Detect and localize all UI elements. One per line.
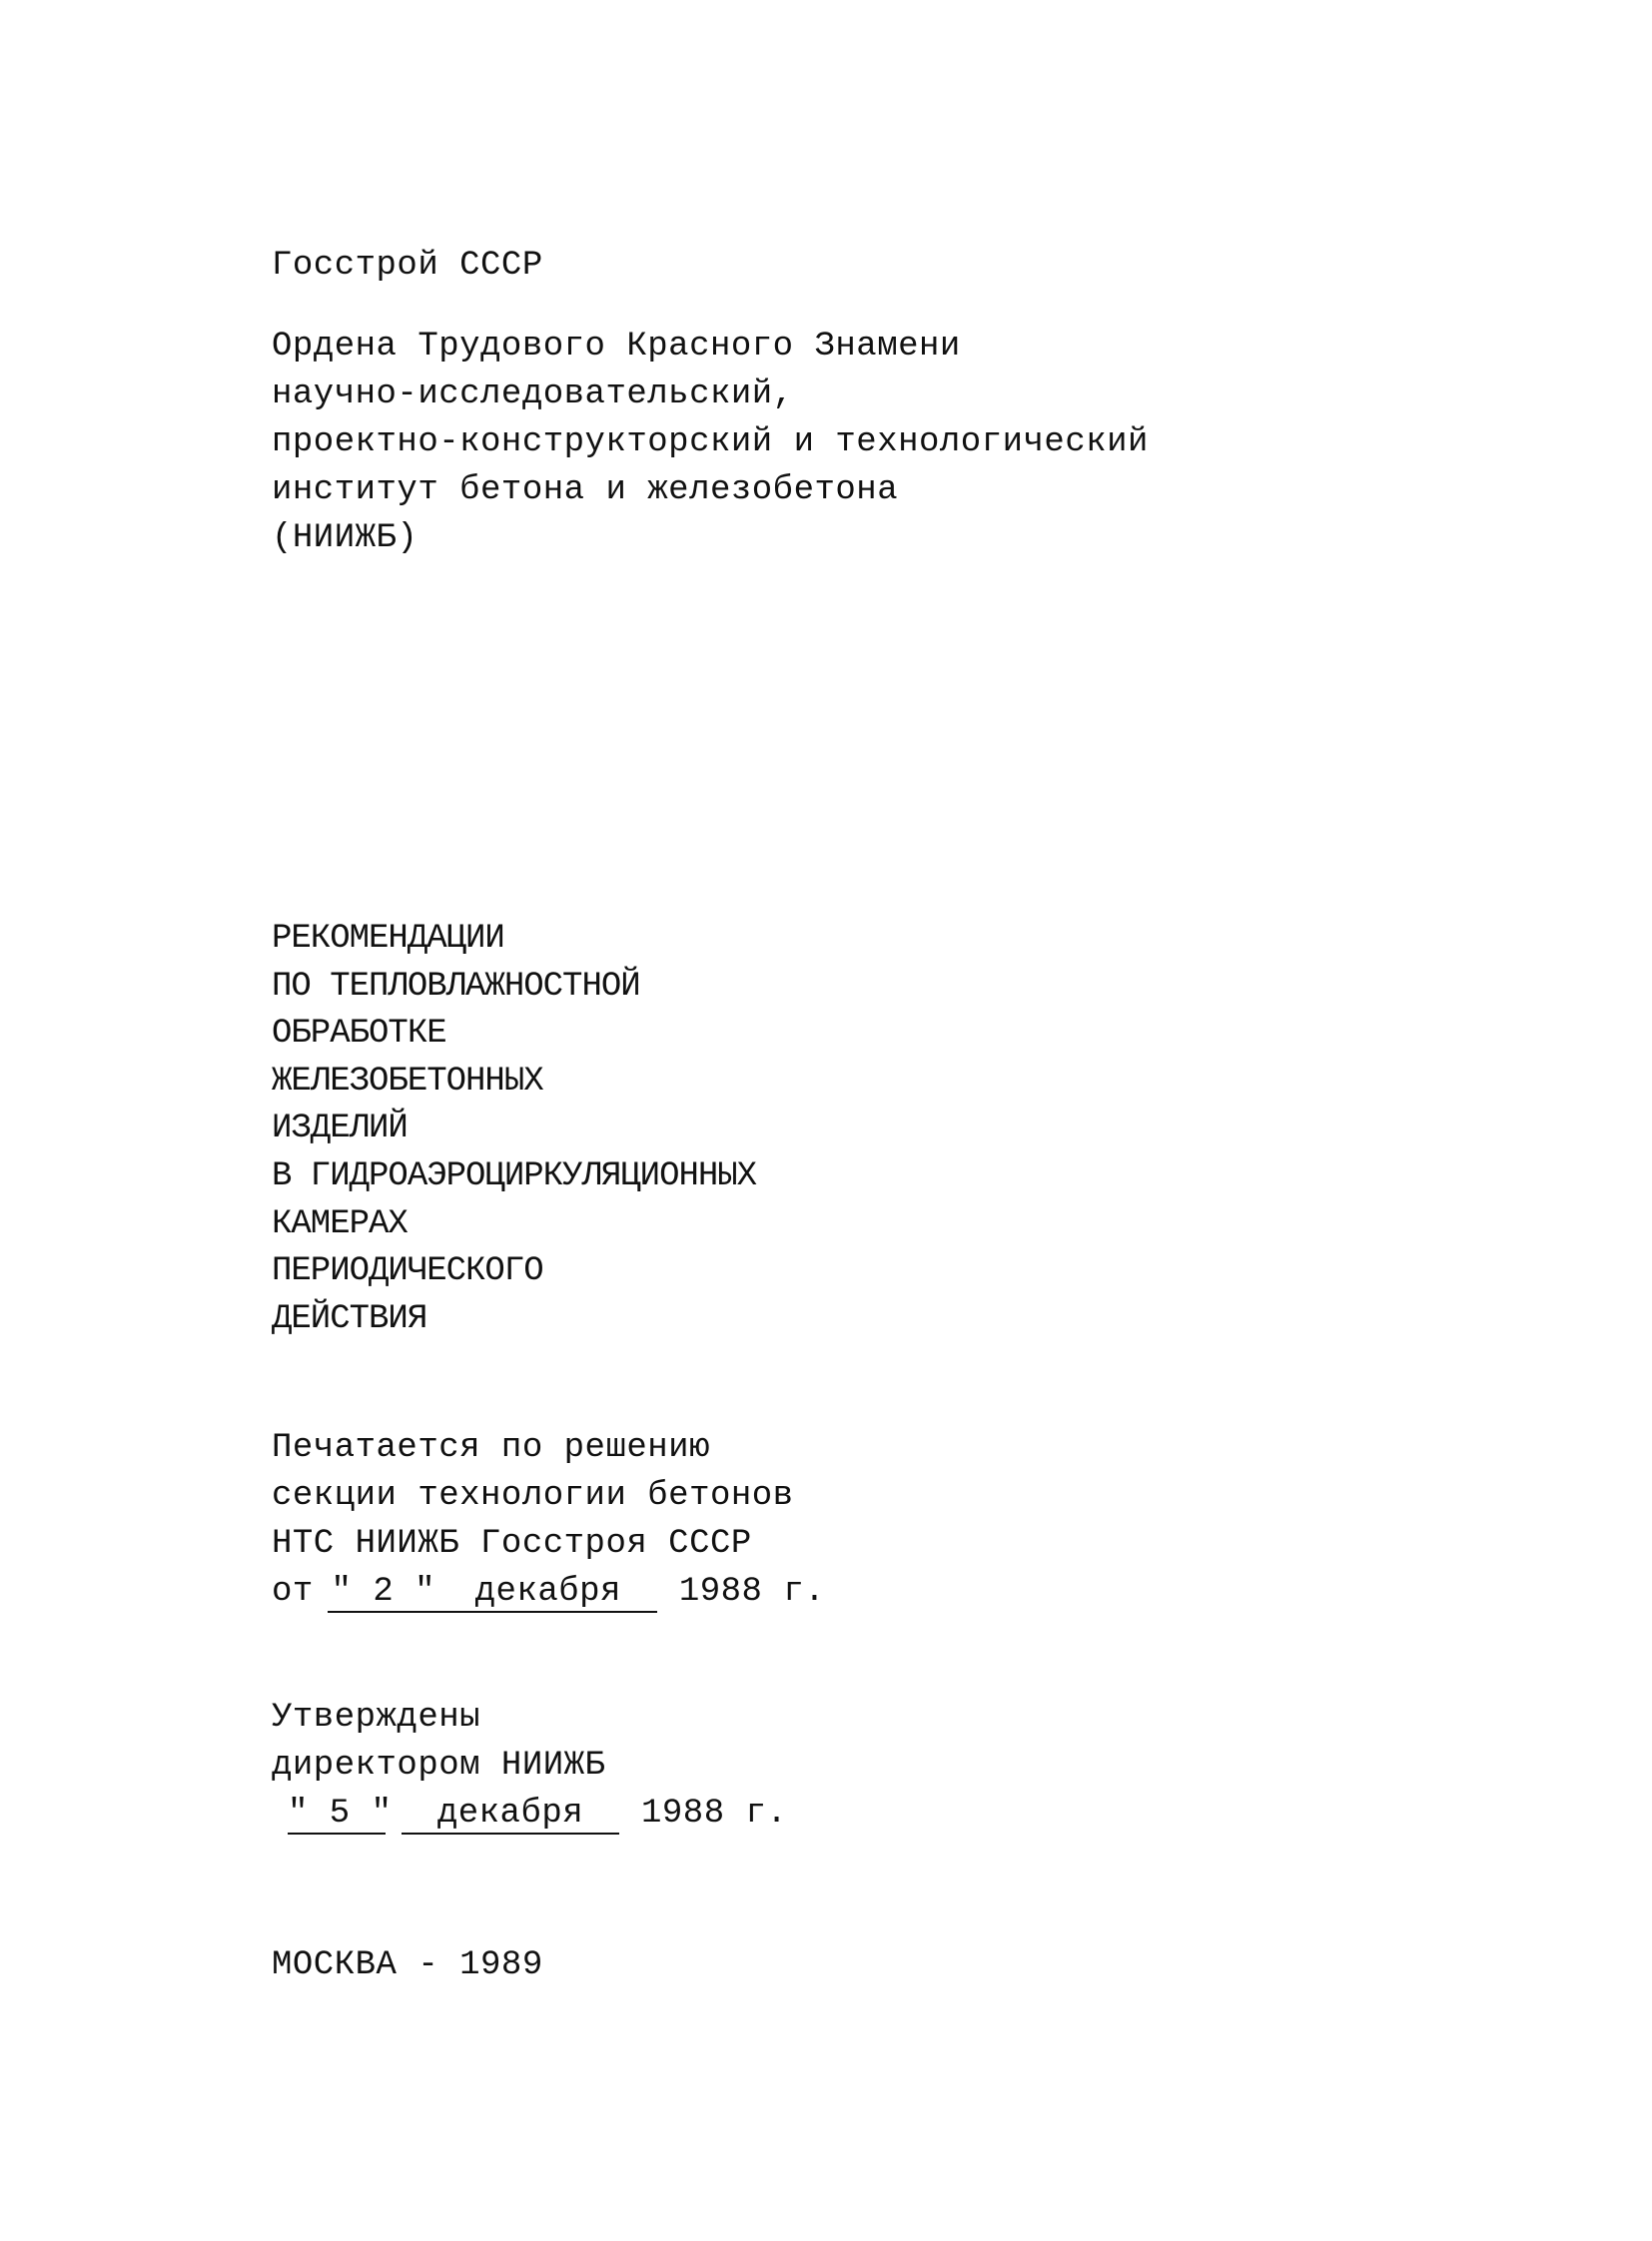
institute-line: Ордена Трудового Красного Знамени <box>272 328 961 366</box>
institute-block <box>272 323 1149 562</box>
approval-date <box>272 1790 787 1838</box>
approval-day-field: " 5 " <box>288 1795 393 1833</box>
print-decision-block <box>272 1424 825 1616</box>
date-month-field: декабря <box>439 1573 657 1613</box>
city-year-block <box>272 1941 543 1989</box>
title-line: ИЗДЕЛИЙ <box>272 1110 408 1148</box>
title-line: КАМЕРАХ <box>272 1204 408 1243</box>
date-day-field: " 2 " <box>328 1573 439 1613</box>
print-decision-line: Печатается по решению <box>272 1429 710 1467</box>
institute-line: научно-исследовательский, <box>272 375 794 413</box>
title-line: В ГИДРОАЭРОЦИРКУЛЯЦИОННЫХ <box>272 1156 757 1195</box>
title-line: ПЕРИОДИЧЕСКОГО <box>272 1252 543 1291</box>
institute-abbreviation: (НИИЖБ) <box>272 519 418 557</box>
agency-name: Госстрой СССР <box>272 247 543 285</box>
print-decision-date <box>272 1568 825 1616</box>
approval-month-field: декабря <box>402 1795 619 1835</box>
institute-line: проектно-конструкторский и технологический <box>272 423 1149 461</box>
date-prefix: от <box>272 1573 314 1611</box>
title-line: ПО ТЕПЛОВЛАЖНОСТНОЙ <box>272 967 640 1006</box>
approval-line: директором НИИЖБ <box>272 1747 606 1785</box>
title-line: РЕКОМЕНДАЦИИ <box>272 920 504 958</box>
print-decision-line: НТС НИИЖБ Госстроя СССР <box>272 1525 752 1563</box>
city-year: МОСКВА - 1989 <box>272 1946 543 1984</box>
institute-line: институт бетона и железобетона <box>272 471 899 509</box>
title-line: ОБРАБОТКЕ <box>272 1015 446 1054</box>
title-line: ЖЕЛЕЗОБЕТОННЫХ <box>272 1062 543 1101</box>
print-decision-line: секции технологии бетонов <box>272 1477 794 1515</box>
document-title <box>272 916 756 1343</box>
approval-year: 1988 г. <box>641 1795 788 1833</box>
agency-heading <box>272 242 543 290</box>
title-line: ДЕЙСТВИЯ <box>272 1299 427 1338</box>
approval-line: Утверждены <box>272 1699 481 1737</box>
approval-block <box>272 1694 787 1838</box>
date-year: 1988 г. <box>678 1573 826 1611</box>
